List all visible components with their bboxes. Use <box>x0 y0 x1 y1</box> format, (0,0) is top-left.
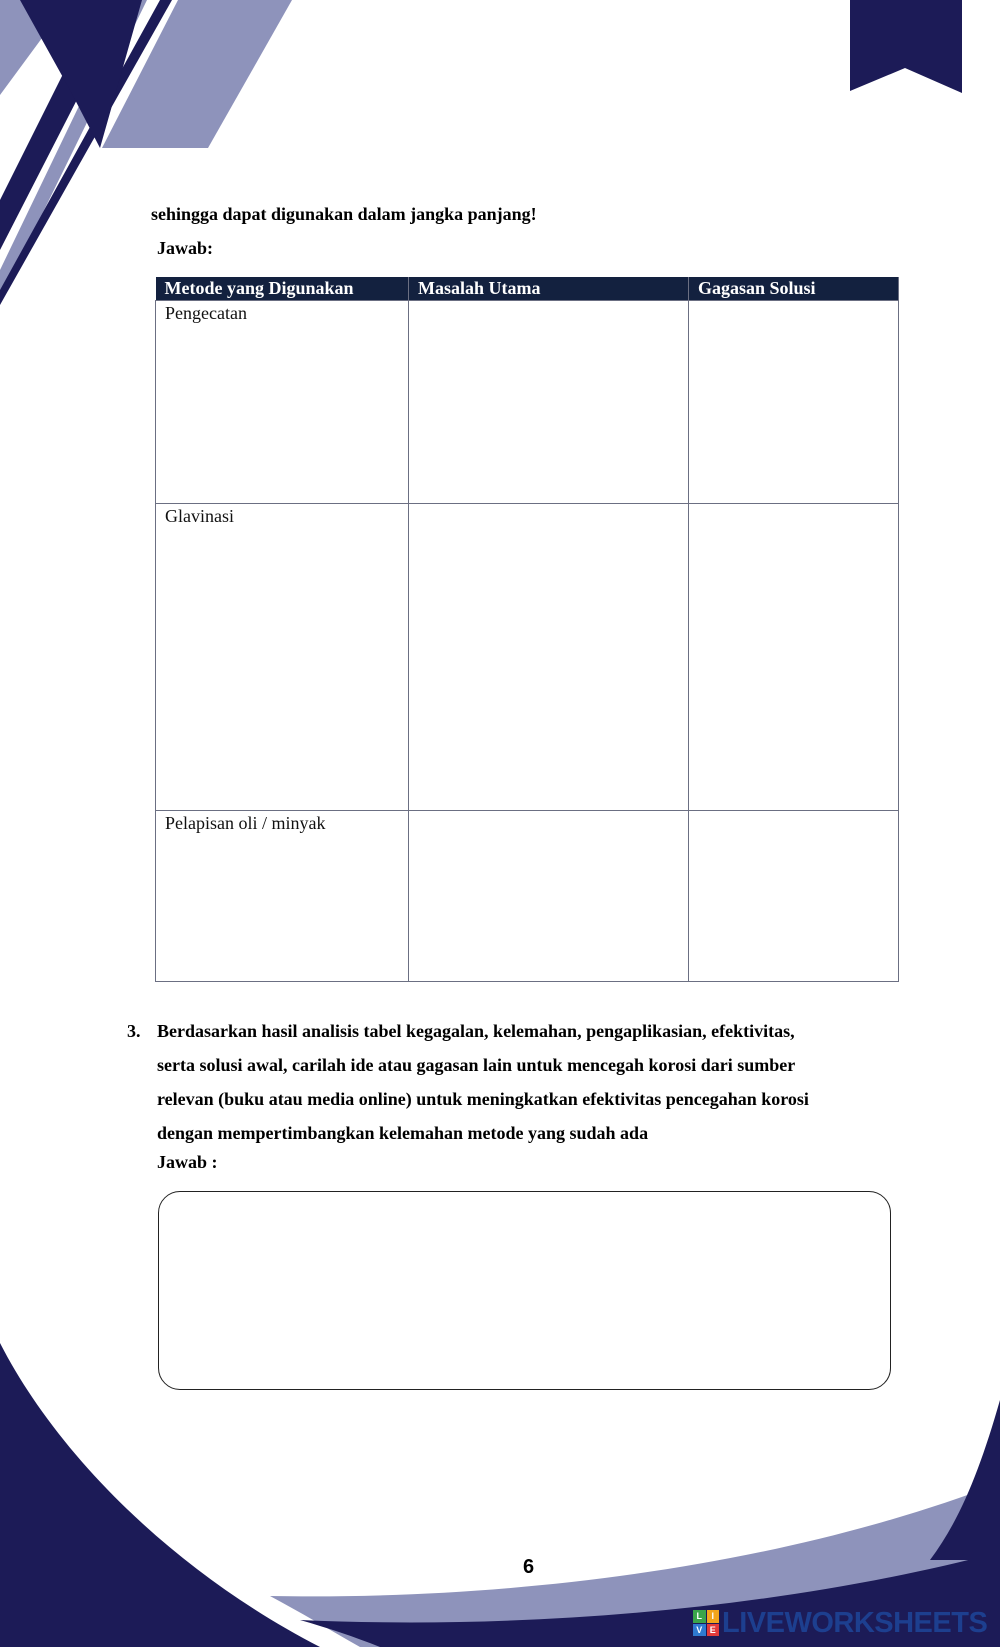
table-row <box>156 301 899 504</box>
question-text <box>157 1014 887 1150</box>
problem-answer-cell[interactable] <box>409 811 689 982</box>
solution-answer-cell[interactable] <box>689 301 899 504</box>
logo-cube-icon: L I V E <box>693 1610 719 1636</box>
question-line: dengan mempertimbangkan kelemahan metode yang sudah ada <box>157 1123 649 1143</box>
solution-answer-cell[interactable] <box>689 504 899 811</box>
answer-text-box[interactable] <box>158 1191 891 1390</box>
method-cell: Glavinasi <box>156 504 409 811</box>
bookmark-ribbon <box>850 0 962 93</box>
question-line: serta solusi awal, carilah ide atau gagasan lain untuk mencegah korosi dari sumber <box>157 1055 796 1075</box>
logo-wordmark: LIVEWORKSHEETS <box>722 1606 988 1639</box>
answer-label: Jawab: <box>157 238 214 258</box>
liveworksheets-logo <box>693 1608 987 1638</box>
answer-table <box>155 277 899 982</box>
answer-label-3: Jawab : <box>157 1152 218 1172</box>
problem-answer-cell[interactable] <box>409 504 689 811</box>
question-3 <box>127 1014 887 1150</box>
solution-answer-cell[interactable] <box>689 811 899 982</box>
table-header-row <box>156 277 899 301</box>
question-line: Berdasarkan hasil analisis tabel kegagalan, kelemahan, pengaplikasian, efektivitas, <box>157 1021 795 1041</box>
method-cell: Pengecatan <box>156 301 409 504</box>
intro-line: sehingga dapat digunakan dalam jangka panjang! <box>151 204 537 224</box>
question-number: 3. <box>127 1021 141 1041</box>
header-solution-idea: Gagasan Solusi <box>689 277 899 301</box>
problem-answer-cell[interactable] <box>409 301 689 504</box>
table-row <box>156 811 899 982</box>
header-method: Metode yang Digunakan <box>156 277 409 301</box>
page-number: 6 <box>522 1556 535 1578</box>
table-row <box>156 504 899 811</box>
method-cell: Pelapisan oli / minyak <box>156 811 409 982</box>
header-main-problem: Masalah Utama <box>409 277 689 301</box>
question-line: relevan (buku atau media online) untuk meningkatkan efektivitas pencegahan korosi <box>157 1089 809 1109</box>
